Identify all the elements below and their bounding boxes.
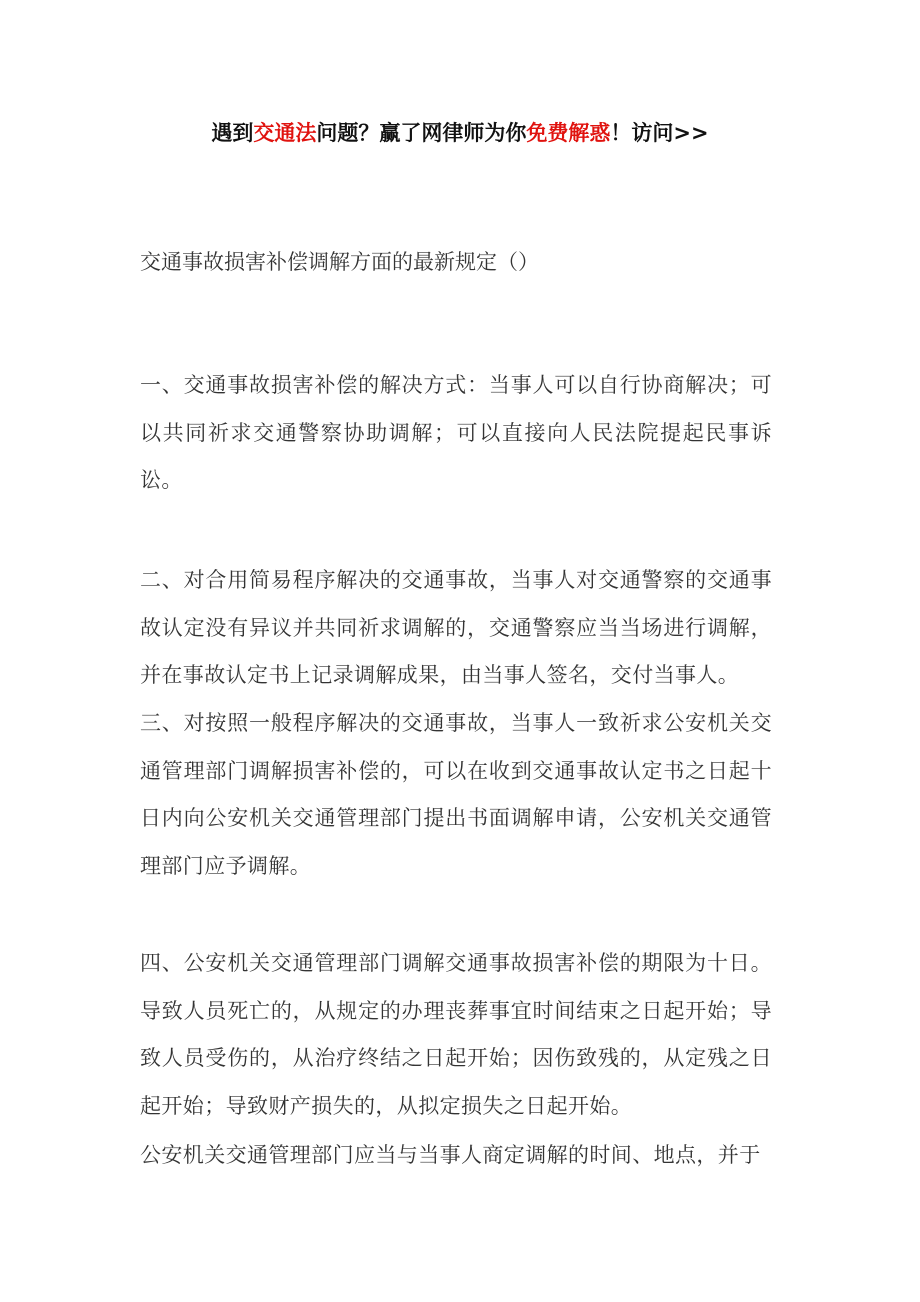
banner-visit-link[interactable]: ！访问>> <box>610 121 709 145</box>
banner-highlight-traffic-law[interactable]: 交通法 <box>253 121 317 145</box>
paragraph-1: 一、交通事故损害补偿的解决方式：当事人可以自行协商解决；可以共同祈求交通警察协助调解；可以直接向人民法院提起民事诉讼。 <box>140 373 772 492</box>
banner-text-1: 遇到 <box>211 121 254 145</box>
banner-highlight-free-answer[interactable]: 免费解惑 <box>526 121 611 145</box>
paragraph-3: 三、对按照一般程序解决的交通事故，当事人一致祈求公安机关交通管理部门调解损害补偿的，可以在收到交通事故认定书之日起十日内向公安机关交通管理部门提出书面调解申请，公安机关交通管理部门应予调解。 <box>140 711 772 878</box>
paragraph-2: 二、对合用简易程序解决的交通事故，当事人对交通警察的交通事故认定没有异议并共同祈求调解的，交通警察应当当场进行调解，并在事故认定书上记录调解成果，由当事人签名，交付当事人。 <box>140 568 772 687</box>
paragraph-5: 公安机关交通管理部门应当与当事人商定调解的时间、地点，并于 <box>140 1143 761 1167</box>
promo-banner[interactable] <box>0 117 920 149</box>
paragraph-4: 四、公安机关交通管理部门调解交通事故损害补偿的期限为十日。导致人员死亡的，从规定的办理丧葬事宜时间结束之日起开始；导致人员受伤的，从治疗终结之日起开始；因伤致残的，从定残之日起开始；导致财产损失的，从拟定损失之日起开始。 <box>140 951 772 1118</box>
banner-text-2: 问题？赢了网律师为你 <box>316 121 527 145</box>
document-title: 交通事故损害补偿调解方面的最新规定（） <box>140 250 539 274</box>
